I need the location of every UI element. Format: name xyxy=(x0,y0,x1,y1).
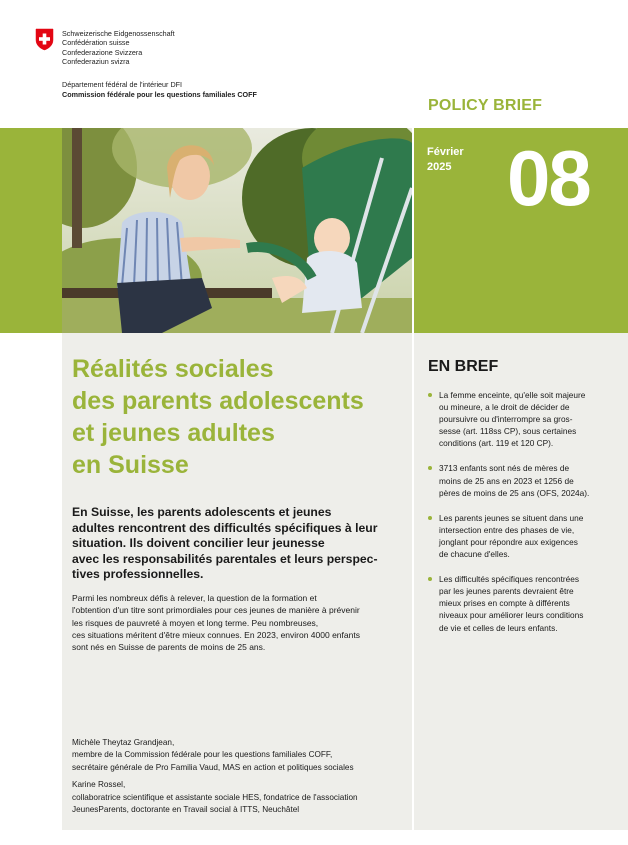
en-bref-heading: EN BREF xyxy=(428,358,499,375)
document-title xyxy=(72,353,364,481)
title-line: et jeunes adultes xyxy=(72,419,275,447)
title-line: en Suisse xyxy=(72,451,189,479)
issue-number: 08 xyxy=(507,134,590,222)
bullet-line: Les difficultés spécifiques rencontrées xyxy=(439,574,580,585)
title-line: Réalités sociales xyxy=(72,355,274,383)
body-line: Parmi les nombreux défis à relever, la question de la formation et xyxy=(72,593,317,603)
author-name: Michèle Theytaz Grandjean, xyxy=(72,738,175,747)
mother-baby-photo xyxy=(62,128,412,333)
list-item xyxy=(428,389,623,449)
body-paragraph xyxy=(72,592,407,653)
body-line: ces situations méritent d'être mieux connues. En 2023, environ 4000 enfants xyxy=(72,629,360,640)
bullet-line: moins de 25 ans en 2023 et 1256 de xyxy=(439,475,574,486)
issue-date xyxy=(427,145,464,175)
bullet-line: par les jeunes parents devraient être xyxy=(439,586,574,597)
commission-name: Commission fédérale pour les questions familiales COFF xyxy=(62,89,257,99)
lead-line: situation. Ils doivent concilier leur jeunesse xyxy=(72,536,325,551)
lead-paragraph xyxy=(72,505,407,583)
author-affiliation: secrétaire générale de Pro Familia Vaud, MAS en action et politiques sociales xyxy=(72,762,354,772)
author-affiliation: membre de la Commission fédérale pour les questions familiales COFF, xyxy=(72,750,333,760)
bullet-line: conditions (art. 119 et 120 CP). xyxy=(439,438,554,449)
bullet-dot-icon xyxy=(428,516,432,520)
list-item xyxy=(428,512,623,560)
authors-block xyxy=(72,737,407,816)
cover-photo xyxy=(62,128,412,333)
department-name: Département fédéral de l'intérieur DFI xyxy=(62,80,183,89)
bullet-line: Les parents jeunes se situent dans une xyxy=(439,512,584,523)
bullet-dot-icon xyxy=(428,577,432,581)
bullet-line: poursuivre ou d'interrompre sa gros- xyxy=(439,414,573,425)
lead-line: tives professionnelles. xyxy=(72,567,204,582)
lead-line: En Suisse, les parents adolescents et jeunes xyxy=(72,505,332,519)
admin-name-fr: Confédération suisse xyxy=(62,38,130,48)
bullet-line: 3713 enfants sont nés de mères de xyxy=(439,463,570,474)
bullet-line: La femme enceinte, qu'elle soit majeure xyxy=(439,390,586,400)
lead-line: adultes rencontrent des difficultés spécifiques à leur xyxy=(72,520,378,535)
issue-year: 2025 xyxy=(427,161,452,173)
body-line: les risques de pauvreté à moyen et long terme. Peu nombreuses, xyxy=(72,617,319,628)
bullet-line: pères de moins de 25 ans (OFS, 2024a). xyxy=(439,487,590,498)
list-item xyxy=(428,573,623,633)
author-affiliation: JeunesParents, doctorante en Travail social à ITTS, Neuchâtel xyxy=(72,805,300,815)
body-line: sont nés en Suisse de parents de moins de 25 ans. xyxy=(72,642,266,653)
author-name: Karine Rossel, xyxy=(72,780,126,790)
title-line: des parents adolescents xyxy=(72,387,364,415)
bullet-line: de chacune d'elles. xyxy=(439,549,510,560)
issue-month: Février xyxy=(427,146,464,158)
bullet-dot-icon xyxy=(428,393,432,397)
administration-names xyxy=(62,29,175,67)
admin-name-it: Confederazione Svizzera xyxy=(62,47,143,57)
bullet-line: ou mineure, a le droit de décider de xyxy=(439,402,570,413)
bullet-line: de vie et celles de leurs enfants. xyxy=(439,622,558,633)
bullet-line: niveaux pour améliorer leurs conditions xyxy=(439,610,584,621)
bullet-line: intersection entre des phases de vie, xyxy=(439,524,575,535)
department-block xyxy=(62,80,257,99)
en-bref-list xyxy=(428,389,623,647)
bullet-line: jonglant pour répondre aux exigences xyxy=(439,536,578,547)
accent-band-left xyxy=(0,128,62,333)
lead-line: avec les responsabilités parentales et leurs perspec- xyxy=(72,551,378,566)
body-line: l'obtention d'un titre sont primordiales pour ces jeunes de manière à prévenir xyxy=(72,605,360,616)
admin-name-rm: Confederaziun svizra xyxy=(62,57,130,67)
bullet-line: mieux prises en compte à différents xyxy=(439,598,570,609)
policy-brief-label: POLICY BRIEF xyxy=(428,97,543,114)
admin-name-de: Schweizerische Eidgenossenschaft xyxy=(62,29,175,38)
bullet-line: sesse (art. 118ss CP), sous certaines xyxy=(439,426,577,437)
bullet-dot-icon xyxy=(428,466,432,470)
list-item xyxy=(428,462,623,498)
author-affiliation: collaboratrice scientifique et assistante sociale HES, fondatrice de l'association xyxy=(72,792,358,802)
swiss-shield-icon xyxy=(35,28,54,51)
